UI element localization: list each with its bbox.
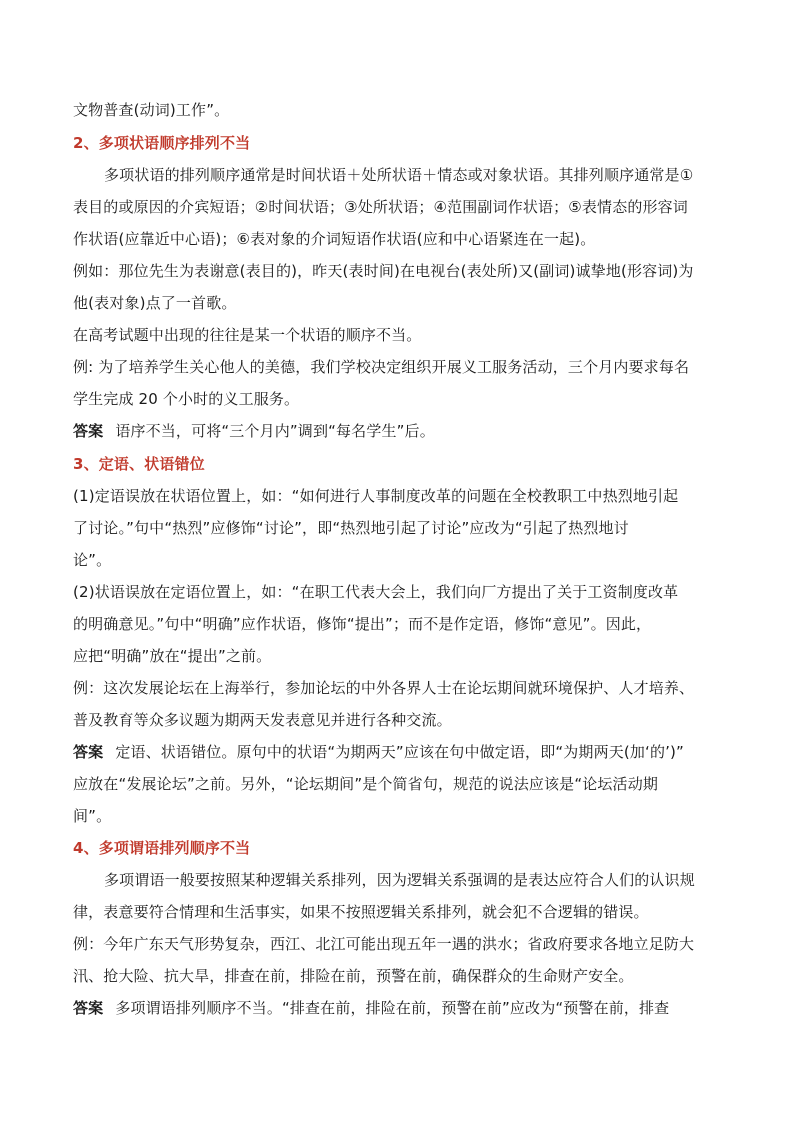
example-line: 普及教育等众多议题为期两天发表意见并进行各种交流。	[73, 711, 452, 729]
answer-text: 多项谓语排列顺序不当。“排查在前，排险在前，预警在前”应改为“预警在前，排查	[115, 999, 670, 1017]
answer-text: 定语、状语错位。原句中的状语“为期两天”应该在句中做定语，即“为期两天(加‘的’)”	[115, 743, 684, 761]
paragraph-line: (2)状语误放在定语位置上，如：“在职工代表大会上，我们向厂方提出了关于工资制度改革	[73, 583, 679, 601]
answer-line: 间”。	[73, 807, 112, 825]
section-heading-4: 4、多项谓语排列顺序不当	[73, 839, 251, 857]
paragraph-line: 应把“明确”放在“提出”之前。	[73, 647, 272, 665]
paragraph-line: 了讨论。”句中“热烈”应修饰“讨论”，即“热烈地引起了讨论”应改为“引起了热烈地讨	[73, 519, 629, 537]
paragraph-line: 的明确意见。”句中“明确”应作状语，修饰“提出”；而不是作定语，修饰“意见”。因此，	[73, 615, 652, 633]
answer-label: 答案	[73, 743, 104, 761]
answer-line	[73, 742, 684, 762]
section-heading-3: 3、定语、状语错位	[73, 455, 205, 473]
section-heading-2: 2、多项状语顺序排列不当	[73, 134, 251, 152]
example-line: 汛、抢大险、抗大旱，排查在前，排险在前，预警在前，确保群众的生命财产安全。	[73, 967, 634, 985]
answer-line	[73, 998, 669, 1018]
answer-line	[73, 421, 435, 441]
paragraph-line: 表目的或原因的介宾短语；②时间状语；③处所状语；④范围副词作状语；⑤表情态的形容词	[73, 198, 688, 216]
answer-text: 语序不当，可将“三个月内”调到“每名学生”后。	[115, 422, 435, 440]
example-line: 学生完成 20 个小时的义工服务。	[73, 390, 300, 408]
answer-label: 答案	[73, 999, 104, 1017]
example-line: 例: 为了培养学生关心他人的美德，我们学校决定组织开展义工服务活动，三个月内要求每名	[73, 358, 690, 376]
paragraph-line: 作状语(应靠近中心语)；⑥表对象的介词短语作状语(应和中心语紧连在一起)。	[73, 230, 596, 248]
example-line: 例：今年广东天气形势复杂，西江、北江可能出现五年一遇的洪水；省政府要求各地立足防大	[73, 935, 695, 953]
answer-line: 应放在“发展论坛”之前。另外，“论坛期间”是个简省句，规范的说法应该是“论坛活动期	[73, 775, 659, 793]
paragraph-line: 律，表意要符合情理和生活事实，如果不按照逻辑关系排列，就会犯不合逻辑的错误。	[73, 903, 649, 921]
paragraph-line: (1)定语误放在状语位置上，如：“如何进行人事制度改革的问题在全校教职工中热烈地引起	[73, 487, 679, 505]
answer-label: 答案	[73, 422, 104, 440]
example-line: 例如：那位先生为表谢意(表目的)，昨天(表时间)在电视台(表处所)又(副词)诚挚地(形容词)为	[73, 262, 694, 280]
example-line: 他(表对象)点了一首歌。	[73, 294, 237, 312]
paragraph-line: 多项状语的排列顺序通常是时间状语＋处所状语＋情态或对象状语。其排列顺序通常是①	[104, 166, 694, 184]
paragraph-line: 论”。	[73, 551, 112, 569]
paragraph-line: 多项谓语一般要按照某种逻辑关系排列，因为逻辑关系强调的是表达应符合人们的认识规	[104, 871, 695, 889]
example-line: 例：这次发展论坛在上海举行，参加论坛的中外各界人士在论坛期间就环境保护、人才培养、	[73, 679, 695, 697]
text-line: 文物普查(动词)工作”。	[73, 101, 230, 119]
paragraph-line: 在高考试题中出现的往往是某一个状语的顺序不当。	[73, 326, 422, 344]
